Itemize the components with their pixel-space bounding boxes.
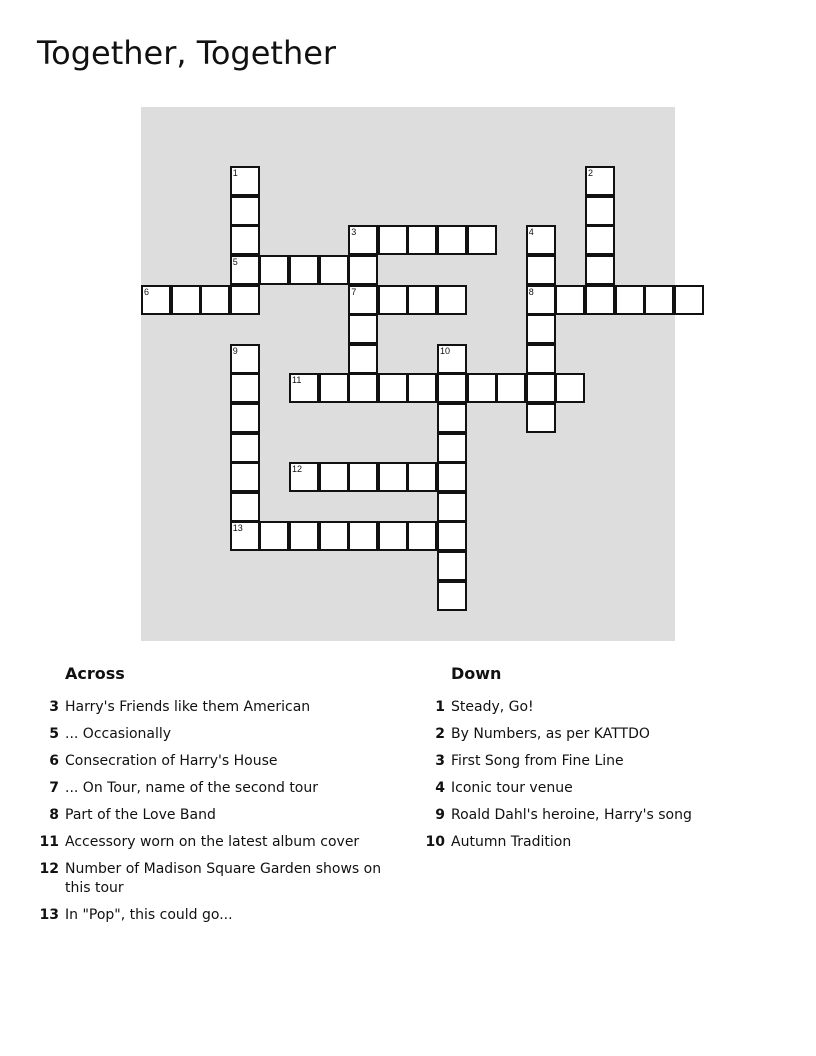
grid-cell[interactable] — [348, 521, 378, 551]
clue-text: Number of Madison Square Garden shows on this tour — [65, 861, 382, 896]
down-clue — [422, 752, 782, 771]
grid-cell[interactable] — [555, 373, 585, 403]
grid-cell[interactable] — [348, 344, 378, 374]
clue-text: In "Pop", this could go... — [65, 907, 233, 923]
grid-cell[interactable] — [644, 285, 674, 315]
clue-number: 2 — [435, 726, 445, 742]
grid-cell[interactable] — [585, 166, 615, 196]
grid-cell[interactable] — [230, 166, 260, 196]
down-clues — [422, 660, 782, 860]
grid-cell[interactable] — [437, 285, 467, 315]
grid-cell[interactable] — [348, 314, 378, 344]
down-clue — [422, 833, 782, 852]
cell-number: 12 — [292, 464, 303, 475]
grid-cell[interactable] — [437, 551, 467, 581]
clue-number: 6 — [49, 753, 59, 769]
clue-number: 3 — [435, 753, 445, 769]
grid-cell[interactable] — [526, 344, 556, 374]
grid-cell[interactable] — [526, 225, 556, 255]
across-clue — [36, 906, 396, 925]
grid-cell[interactable] — [289, 521, 319, 551]
grid-cell[interactable] — [526, 255, 556, 285]
grid-cell[interactable] — [437, 344, 467, 374]
cell-number: 9 — [232, 345, 238, 356]
clue-number: 4 — [435, 780, 445, 796]
grid-cell[interactable] — [289, 255, 319, 285]
grid-cell[interactable] — [319, 521, 349, 551]
grid-cell[interactable] — [348, 373, 378, 403]
cell-number: 4 — [528, 227, 534, 238]
grid-cell[interactable] — [407, 373, 437, 403]
grid-cell[interactable] — [378, 462, 408, 492]
across-clue — [36, 698, 396, 717]
grid-cell[interactable] — [230, 373, 260, 403]
grid-cell[interactable] — [526, 314, 556, 344]
grid-cell[interactable] — [230, 462, 260, 492]
grid-cell[interactable] — [230, 196, 260, 226]
down-clue — [422, 779, 782, 798]
clue-text: Part of the Love Band — [65, 807, 216, 823]
clue-text: Harry's Friends like them American — [65, 699, 311, 715]
grid-cell[interactable] — [407, 225, 437, 255]
grid-cell[interactable] — [615, 285, 645, 315]
grid-cell[interactable] — [230, 344, 260, 374]
cell-number: 8 — [528, 286, 534, 297]
grid-cell[interactable] — [348, 225, 378, 255]
cell-number: 6 — [144, 286, 150, 297]
cell-number: 3 — [351, 227, 357, 238]
grid-cell[interactable] — [437, 433, 467, 463]
grid-cell[interactable] — [407, 285, 437, 315]
grid-cell[interactable] — [407, 462, 437, 492]
cell-number: 1 — [232, 168, 238, 179]
grid-cell[interactable] — [230, 285, 260, 315]
grid-cell[interactable] — [319, 373, 349, 403]
clue-text: ... Occasionally — [65, 726, 172, 742]
grid-cell[interactable] — [467, 373, 497, 403]
grid-cell[interactable] — [585, 225, 615, 255]
down-clue — [422, 698, 782, 717]
cell-number: 11 — [292, 375, 302, 386]
grid-cell[interactable] — [200, 285, 230, 315]
grid-cell[interactable] — [585, 255, 615, 285]
grid-cell[interactable] — [378, 521, 408, 551]
grid-cell[interactable] — [171, 285, 201, 315]
clue-number: 12 — [39, 861, 59, 877]
cell-number: 10 — [440, 345, 451, 356]
across-clues — [36, 660, 396, 933]
clue-text: ... On Tour, name of the second tour — [65, 780, 318, 796]
grid-cell[interactable] — [230, 403, 260, 433]
across-clue — [36, 779, 396, 798]
clue-number: 13 — [39, 907, 59, 923]
clue-text: Steady, Go! — [451, 699, 534, 715]
clue-number: 8 — [49, 807, 59, 823]
grid-cell[interactable] — [319, 255, 349, 285]
grid-cell[interactable] — [378, 225, 408, 255]
across-clue — [36, 806, 396, 825]
grid-cell[interactable] — [674, 285, 704, 315]
cell-number: 2 — [588, 168, 594, 179]
across-clue — [36, 860, 396, 898]
grid-cell[interactable] — [437, 462, 467, 492]
across-heading: Across — [65, 664, 125, 683]
puzzle-title: Together, Together — [37, 34, 337, 72]
grid-cell[interactable] — [467, 225, 497, 255]
grid-cell[interactable] — [259, 255, 289, 285]
cell-number: 5 — [232, 256, 238, 267]
down-clue — [422, 806, 782, 825]
grid-cell[interactable] — [348, 285, 378, 315]
clue-text: Consecration of Harry's House — [65, 753, 278, 769]
grid-cell[interactable] — [230, 433, 260, 463]
grid-cell[interactable] — [407, 521, 437, 551]
across-clue — [36, 752, 396, 771]
clue-number: 7 — [49, 780, 59, 796]
clue-text: First Song from Fine Line — [451, 753, 624, 769]
grid-cell[interactable] — [555, 285, 585, 315]
across-clue — [36, 725, 396, 744]
grid-cell[interactable] — [259, 521, 289, 551]
clue-text: Accessory worn on the latest album cover — [65, 834, 360, 850]
across-clue — [36, 833, 396, 852]
clue-number: 1 — [435, 699, 445, 715]
grid-cell[interactable] — [230, 225, 260, 255]
clue-text: Roald Dahl's heroine, Harry's song — [451, 807, 692, 823]
cell-number: 7 — [351, 286, 357, 297]
grid-cell[interactable] — [526, 285, 556, 315]
grid-cell[interactable] — [437, 521, 467, 551]
grid-cell[interactable] — [437, 492, 467, 522]
grid-cell[interactable] — [289, 373, 319, 403]
crossword-grid — [141, 107, 675, 641]
grid-cell[interactable] — [526, 403, 556, 433]
clue-number: 10 — [425, 834, 445, 850]
grid-cell[interactable] — [585, 196, 615, 226]
grid-cell[interactable] — [289, 462, 319, 492]
grid-cell[interactable] — [437, 373, 467, 403]
grid-cell[interactable] — [230, 492, 260, 522]
grid-cell[interactable] — [141, 285, 171, 315]
grid-cell[interactable] — [585, 285, 615, 315]
clue-number: 11 — [39, 834, 59, 850]
clue-number: 5 — [49, 726, 59, 742]
grid-cell[interactable] — [378, 285, 408, 315]
grid-cell[interactable] — [319, 462, 349, 492]
grid-cell[interactable] — [437, 225, 467, 255]
grid-cell[interactable] — [378, 373, 408, 403]
grid-cell[interactable] — [348, 255, 378, 285]
down-heading: Down — [451, 664, 502, 683]
clue-number: 9 — [435, 807, 445, 823]
clue-text: By Numbers, as per KATTDO — [451, 726, 650, 742]
clue-number: 3 — [49, 699, 59, 715]
cell-number: 13 — [232, 523, 243, 534]
down-clue — [422, 725, 782, 744]
clue-text: Iconic tour venue — [451, 780, 573, 796]
clue-text: Autumn Tradition — [451, 834, 572, 850]
grid-cell[interactable] — [230, 255, 260, 285]
grid-cell[interactable] — [437, 581, 467, 611]
grid-cell[interactable] — [230, 521, 260, 551]
grid-cell[interactable] — [526, 373, 556, 403]
grid-cell[interactable] — [348, 462, 378, 492]
grid-cell[interactable] — [496, 373, 526, 403]
grid-cell[interactable] — [437, 403, 467, 433]
